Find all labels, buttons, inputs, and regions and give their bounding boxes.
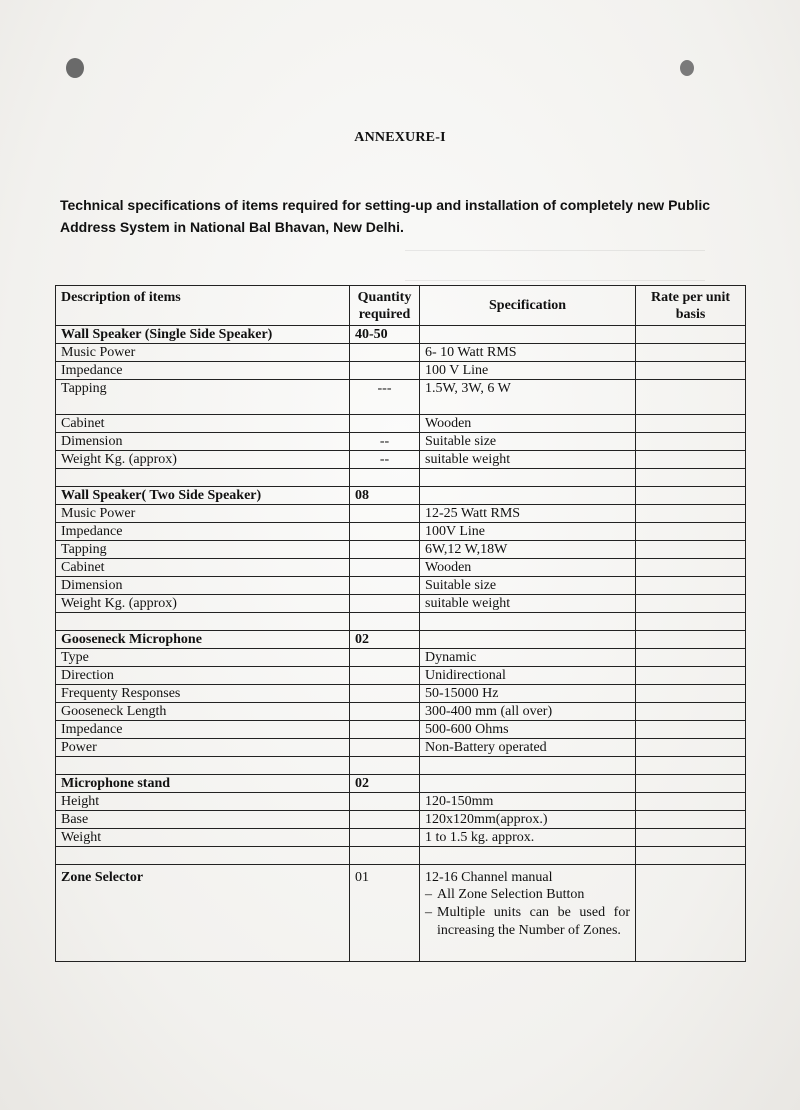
table-row [56, 380, 746, 415]
table-row [56, 667, 746, 685]
category-row [56, 326, 746, 344]
header-rate: Rate per unit basis [636, 286, 746, 326]
item-rate [636, 739, 746, 757]
blank-row [56, 613, 746, 631]
item-name: Height [56, 793, 350, 811]
item-qty: -- [350, 433, 420, 451]
item-name: Frequenty Responses [56, 685, 350, 703]
blank-row [56, 469, 746, 487]
table-row [56, 811, 746, 829]
item-rate [636, 577, 746, 595]
item-spec: 100V Line [420, 523, 636, 541]
item-rate [636, 865, 746, 962]
item-qty [350, 362, 420, 380]
item-spec: Suitable size [420, 577, 636, 595]
table-row [56, 577, 746, 595]
item-qty [350, 667, 420, 685]
item-qty: --- [350, 380, 420, 415]
item-spec: 1 to 1.5 kg. approx. [420, 829, 636, 847]
blank-row [56, 757, 746, 775]
item-name: Music Power [56, 344, 350, 362]
item-name: Base [56, 811, 350, 829]
item-rate [636, 344, 746, 362]
category-qty: 02 [350, 775, 420, 793]
item-rate [636, 793, 746, 811]
table-row [56, 559, 746, 577]
item-qty [350, 595, 420, 613]
document-title: ANNEXURE-I [354, 130, 446, 145]
table-row [56, 865, 746, 962]
category-qty: 02 [350, 631, 420, 649]
item-name: Impedance [56, 523, 350, 541]
bleed-through [405, 280, 705, 281]
item-qty [350, 721, 420, 739]
item-spec: suitable weight [420, 595, 636, 613]
item-name: Weight Kg. (approx) [56, 451, 350, 469]
item-qty [350, 703, 420, 721]
item-spec: 120-150mm [420, 793, 636, 811]
item-rate [636, 649, 746, 667]
item-qty [350, 541, 420, 559]
item-spec: Wooden [420, 559, 636, 577]
item-rate [636, 541, 746, 559]
document-intro: Technical specifications of items required for setting-up and installation of completely new Public Address System in National Bal Bhavan, New Delhi. [60, 197, 711, 235]
table-row [56, 739, 746, 757]
item-rate [636, 415, 746, 433]
item-name: Tapping [56, 380, 350, 415]
item-rate [636, 559, 746, 577]
item-name: Weight [56, 829, 350, 847]
item-rate [636, 505, 746, 523]
zone-spec-list [425, 886, 630, 940]
item-spec: 6W,12 W,18W [420, 541, 636, 559]
item-name: Weight Kg. (approx) [56, 595, 350, 613]
category-row [56, 775, 746, 793]
item-qty: -- [350, 451, 420, 469]
header-description: Description of items [56, 286, 350, 326]
table-header-row [56, 286, 746, 326]
category-title: Wall Speaker( Two Side Speaker) [56, 487, 350, 505]
category-qty: 01 [350, 865, 420, 962]
bleed-through [405, 250, 705, 251]
item-qty [350, 523, 420, 541]
table-row [56, 829, 746, 847]
table-row [56, 362, 746, 380]
category-qty: 40-50 [350, 326, 420, 344]
item-name: Dimension [56, 577, 350, 595]
table-row [56, 523, 746, 541]
item-qty [350, 344, 420, 362]
item-name: Dimension [56, 433, 350, 451]
item-name: Cabinet [56, 415, 350, 433]
item-spec: 500-600 Ohms [420, 721, 636, 739]
category-qty: 08 [350, 487, 420, 505]
category-title: Microphone stand [56, 775, 350, 793]
item-rate [636, 595, 746, 613]
punch-hole [66, 58, 84, 78]
category-title: Gooseneck Microphone [56, 631, 350, 649]
category-row [56, 631, 746, 649]
item-qty [350, 739, 420, 757]
zone-spec-item: – All Zone Selection Button [425, 886, 630, 904]
table-row [56, 595, 746, 613]
table-row [56, 649, 746, 667]
item-spec: Wooden [420, 415, 636, 433]
item-spec: 50-15000 Hz [420, 685, 636, 703]
table-row [56, 433, 746, 451]
header-specification: Specification [420, 286, 636, 326]
item-name: Impedance [56, 362, 350, 380]
spec-table [55, 285, 746, 962]
item-rate [636, 433, 746, 451]
blank-row [56, 847, 746, 865]
item-name: Impedance [56, 721, 350, 739]
item-name: Tapping [56, 541, 350, 559]
item-qty [350, 793, 420, 811]
table-row [56, 451, 746, 469]
table-row [56, 541, 746, 559]
item-spec: Non-Battery operated [420, 739, 636, 757]
item-rate [636, 703, 746, 721]
item-qty [350, 577, 420, 595]
item-name: Direction [56, 667, 350, 685]
item-spec: Dynamic [420, 649, 636, 667]
item-name: Gooseneck Length [56, 703, 350, 721]
item-rate [636, 829, 746, 847]
item-rate [636, 721, 746, 739]
item-spec: 300-400 mm (all over) [420, 703, 636, 721]
item-rate [636, 451, 746, 469]
item-qty [350, 559, 420, 577]
item-rate [636, 362, 746, 380]
item-spec: suitable weight [420, 451, 636, 469]
item-rate [636, 685, 746, 703]
table-row [56, 415, 746, 433]
item-spec: 6- 10 Watt RMS [420, 344, 636, 362]
table-row [56, 505, 746, 523]
category-row [56, 487, 746, 505]
zone-spec-main: 12-16 Channel manual [425, 870, 553, 885]
item-qty [350, 829, 420, 847]
item-name: Type [56, 649, 350, 667]
item-spec: 1.5W, 3W, 6 W [420, 380, 636, 415]
zone-spec-item: – Multiple units can be used for increasing the Number of Zones. [425, 904, 630, 940]
item-name: Music Power [56, 505, 350, 523]
item-name: Power [56, 739, 350, 757]
item-spec: Suitable size [420, 433, 636, 451]
category-title: Wall Speaker (Single Side Speaker) [56, 326, 350, 344]
punch-hole [680, 60, 694, 76]
table-row [56, 703, 746, 721]
header-quantity: Quantity required [350, 286, 420, 326]
item-spec: 120x120mm(approx.) [420, 811, 636, 829]
item-spec [420, 865, 636, 962]
item-rate [636, 380, 746, 415]
item-qty [350, 811, 420, 829]
table-row [56, 685, 746, 703]
item-spec: Unidirectional [420, 667, 636, 685]
item-spec: 100 V Line [420, 362, 636, 380]
item-qty [350, 649, 420, 667]
item-rate [636, 523, 746, 541]
item-qty [350, 415, 420, 433]
category-title: Zone Selector [56, 865, 350, 962]
item-name: Cabinet [56, 559, 350, 577]
item-rate [636, 667, 746, 685]
item-rate [636, 811, 746, 829]
table-row [56, 721, 746, 739]
table-row [56, 793, 746, 811]
item-qty [350, 505, 420, 523]
table-row [56, 344, 746, 362]
item-qty [350, 685, 420, 703]
item-spec: 12-25 Watt RMS [420, 505, 636, 523]
